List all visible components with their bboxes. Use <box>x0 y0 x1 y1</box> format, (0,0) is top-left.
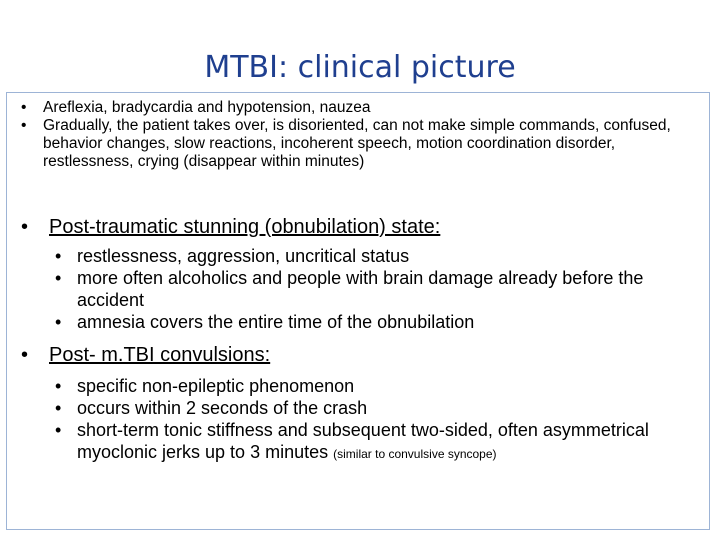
list-item <box>7 99 707 117</box>
section-convulsions <box>7 343 707 367</box>
title-rest: clinical picture <box>288 50 516 85</box>
section-heading <box>7 343 707 367</box>
bullet-icon: • <box>55 420 62 440</box>
title-colon: : <box>277 50 289 85</box>
section-heading <box>7 215 707 239</box>
bullet-icon: • <box>55 398 62 418</box>
bullet-icon: • <box>55 376 62 396</box>
bullet-icon: • <box>21 344 29 366</box>
section-heading-text: Post-traumatic stunning (obnubilation) state: <box>49 216 441 238</box>
list-item <box>7 311 707 333</box>
item-text: amnesia covers the entire time of the obnubilation <box>77 312 475 332</box>
list-item <box>7 117 707 171</box>
slide-title <box>0 48 720 88</box>
list-item <box>7 397 707 419</box>
list-item <box>7 245 707 267</box>
bullet-icon: • <box>55 312 62 332</box>
bullet-text: Gradually, the patient takes over, is disoriented, can not make simple commands, confused, behavior changes, slow reactions, incoherent speech, motion coordination disorder, restlessness, crying (disappear within minutes) <box>43 117 671 170</box>
section-obnubilation-items <box>7 245 707 333</box>
item-text: more often alcoholics and people with brain damage already before the accident <box>77 268 644 310</box>
bullet-icon: • <box>55 268 62 288</box>
item-text: short-term tonic stiffness and subsequent two-sided, often asymmetrical myoclonic jerks up to 3 minutes <box>77 420 649 462</box>
bullet-icon: • <box>21 117 27 134</box>
top-bullet-list <box>7 99 707 171</box>
bullet-icon: • <box>55 246 62 266</box>
item-text: occurs within 2 seconds of the crash <box>77 398 368 418</box>
title-main: MTBI <box>204 50 278 85</box>
bullet-icon: • <box>21 216 29 238</box>
bullet-icon: • <box>21 99 27 116</box>
item-text: specific non-epileptic phenomenon <box>77 376 355 396</box>
list-item <box>7 267 707 311</box>
item-text: restlessness, aggression, uncritical status <box>77 246 410 266</box>
bullet-text: Areflexia, bradycardia and hypotension, nauzea <box>43 99 371 116</box>
content-box <box>6 92 710 530</box>
item-note: (similar to convulsive syncope) <box>333 447 497 461</box>
section-obnubilation <box>7 215 707 239</box>
list-item <box>7 375 707 397</box>
section-heading-text: Post- m.TBI convulsions: <box>49 344 271 366</box>
section-convulsions-items <box>7 375 707 465</box>
list-item <box>7 419 707 465</box>
